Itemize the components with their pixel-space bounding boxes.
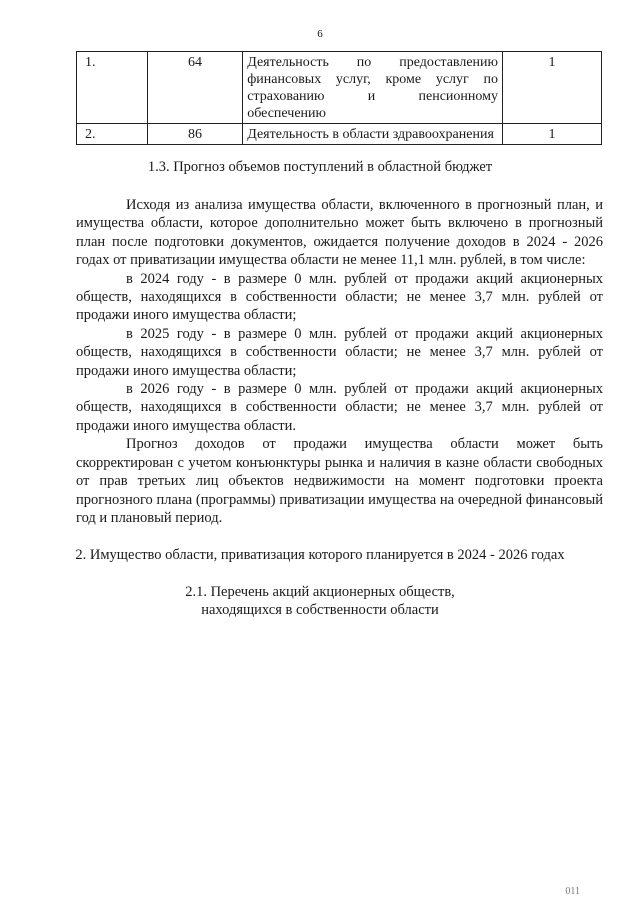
row-number-cell: 2.: [77, 124, 148, 145]
section-2-1-heading-line1: 2.1. Перечень акций акционерных обществ,: [185, 584, 455, 600]
section-2-1-heading-line2: находящихся в собственности области: [201, 602, 439, 618]
paragraph-2025: в 2025 году - в размере 0 млн. рублей от продажи акций акционерных обществ, находящихся в собственности области; не менее 3,7 млн. рублей от продажи иного имущества области;: [76, 325, 603, 379]
paragraph-intro: Исходя из анализа имущества области, включенного в прогнозный план, и имущества области, которое дополнительно может быть включено в прогнозный план после подготовки документов, ожидается получение доходов в 2024 - 2026 годах от приватизации имущества области не менее 11,1 млн. рублей, в том числе:: [76, 197, 603, 269]
activity-description-cell: Деятельность в области здравоохранения: [243, 124, 503, 145]
paragraph-2024: в 2024 году - в размере 0 млн. рублей от продажи акций акционерных обществ, находящихся в собственности области; не менее 3,7 млн. рублей от продажи иного имущества области;: [76, 270, 603, 324]
scan-mark: 011: [565, 886, 580, 897]
activity-code-cell: 64: [147, 52, 243, 124]
count-cell: 1: [502, 124, 601, 145]
section-2-heading: 2. Имущество области, приватизация которого планируется в 2024 - 2026 годах: [75, 547, 565, 563]
section-1-3-heading: 1.3. Прогноз объемов поступлений в областной бюджет: [147, 159, 493, 175]
activity-description-cell: Деятельность по предоставлению финансовых услуг, кроме услуг по страхованию и пенсионному обеспечению: [243, 52, 503, 124]
section-1-3-body: [76, 196, 603, 527]
activity-code-cell: 86: [147, 124, 243, 145]
page-number: 6: [317, 28, 323, 40]
section-2-1-heading: [0, 583, 640, 619]
paragraph-2026: в 2026 году - в размере 0 млн. рублей от продажи акций акционерных обществ, находящихся в собственности области; не менее 3,7 млн. рублей от продажи иного имущества области.: [76, 381, 603, 434]
paragraph-forecast-adjustment: Прогноз доходов от продажи имущества области может быть скорректирован с учетом конъюнктуры рынка и наличия в казне области свободных от прав третьих лиц объектов недвижимости на момент подготовки проекта прогнозного плана (программы) приватизации имущества на очередной финансовый год и плановый период.: [76, 436, 603, 526]
activity-table: [76, 51, 602, 145]
count-cell: 1: [502, 52, 601, 124]
table-row: [77, 124, 602, 145]
row-number-cell: 1.: [77, 52, 148, 124]
table-row: [77, 52, 602, 124]
